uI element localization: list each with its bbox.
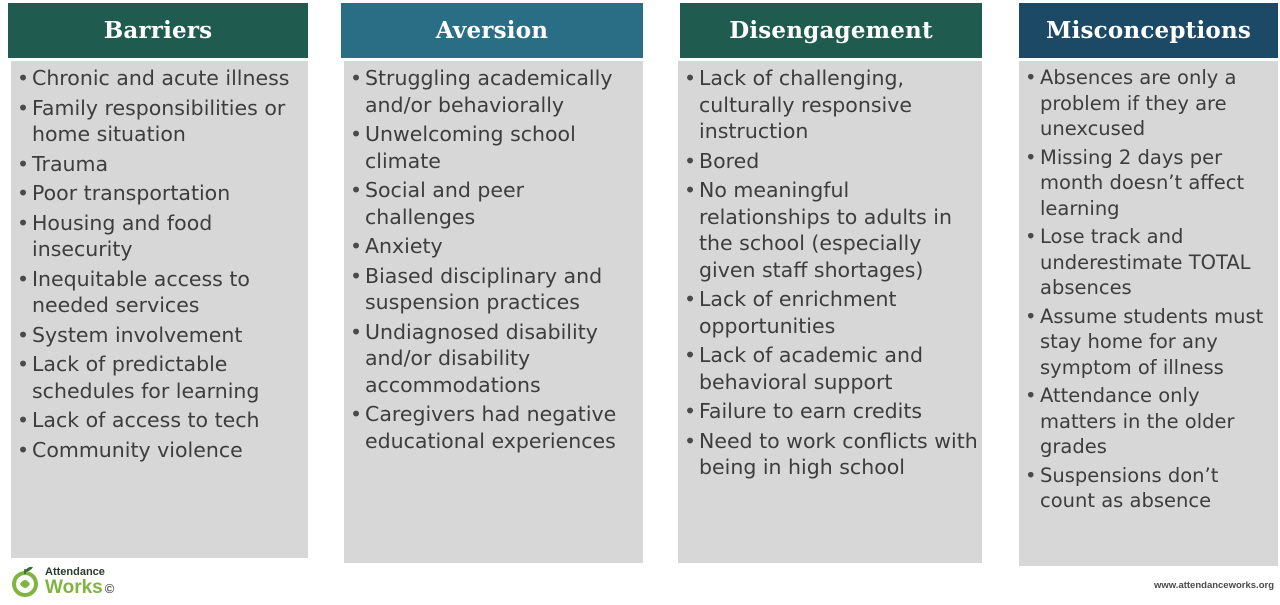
list-item: • System involvement [11, 322, 308, 349]
misconceptions-list [1019, 65, 1278, 514]
list-item: • Undiagnosed disability and/or disability accommodations [344, 319, 643, 399]
list-item: • Failure to earn credits [678, 398, 982, 425]
list-item: • Anxiety [344, 233, 643, 260]
list-item: • Family responsibilities or home situation [11, 95, 308, 148]
list-item: • Lack of access to tech [11, 407, 308, 434]
barriers-list-panel [11, 61, 308, 558]
list-item: • Unwelcoming school climate [344, 121, 643, 174]
list-item: • Social and peer challenges [344, 177, 643, 230]
list-item: • Caregivers had negative educational experiences [344, 401, 643, 454]
disengagement-header: Disengagement [680, 3, 982, 58]
attendance-works-logo [8, 563, 114, 601]
apple-logo-icon [8, 565, 42, 599]
list-item: • Poor transportation [11, 180, 308, 207]
aversion-list [344, 65, 643, 454]
aversion-list-panel [344, 61, 643, 563]
logo-works-text: Works [45, 577, 103, 598]
list-item: • Need to work conflicts with being in high school [678, 428, 982, 481]
disengagement-list-panel [678, 61, 982, 563]
misconceptions-column [1019, 3, 1278, 566]
barriers-header: Barriers [8, 3, 308, 58]
list-item: • Biased disciplinary and suspension practices [344, 263, 643, 316]
disengagement-list [678, 65, 982, 481]
list-item: • Lack of enrichment opportunities [678, 286, 982, 339]
list-item: • Absences are only a problem if they are unexcused [1019, 65, 1278, 142]
list-item: • Trauma [11, 151, 308, 178]
list-item: • Chronic and acute illness [11, 65, 308, 92]
list-item: • Lack of predictable schedules for learning [11, 351, 308, 404]
barriers-list [11, 65, 308, 463]
list-item: • Inequitable access to needed services [11, 266, 308, 319]
list-item: • Struggling academically and/or behaviorally [344, 65, 643, 118]
list-item: • Lack of challenging, culturally responsive instruction [678, 65, 982, 145]
list-item: • Suspensions don’t count as absence [1019, 463, 1278, 514]
list-item: • Housing and food insecurity [11, 210, 308, 263]
list-item: • Assume students must stay home for any symptom of illness [1019, 304, 1278, 381]
barriers-column [8, 3, 308, 558]
list-item: • No meaningful relationships to adults in the school (especially given staff shortages) [678, 177, 982, 283]
list-item: • Missing 2 days per month doesn’t affect learning [1019, 145, 1278, 222]
copyright-symbol: © [104, 581, 115, 596]
aversion-header: Aversion [341, 3, 643, 58]
list-item: • Bored [678, 148, 982, 175]
disengagement-column [680, 3, 982, 563]
logo-line-works [45, 578, 114, 597]
misconceptions-header: Misconceptions [1019, 3, 1278, 58]
logo-wordmark [45, 567, 114, 597]
misconceptions-list-panel [1019, 61, 1278, 566]
list-item: • Lose track and underestimate TOTAL absences [1019, 224, 1278, 301]
website-url: www.attendanceworks.org [1153, 580, 1274, 591]
list-item: • Community violence [11, 437, 308, 464]
list-item: • Attendance only matters in the older grades [1019, 383, 1278, 460]
aversion-column [341, 3, 643, 563]
logo-line-attendance: Attendance [45, 566, 105, 578]
list-item: • Lack of academic and behavioral support [678, 342, 982, 395]
